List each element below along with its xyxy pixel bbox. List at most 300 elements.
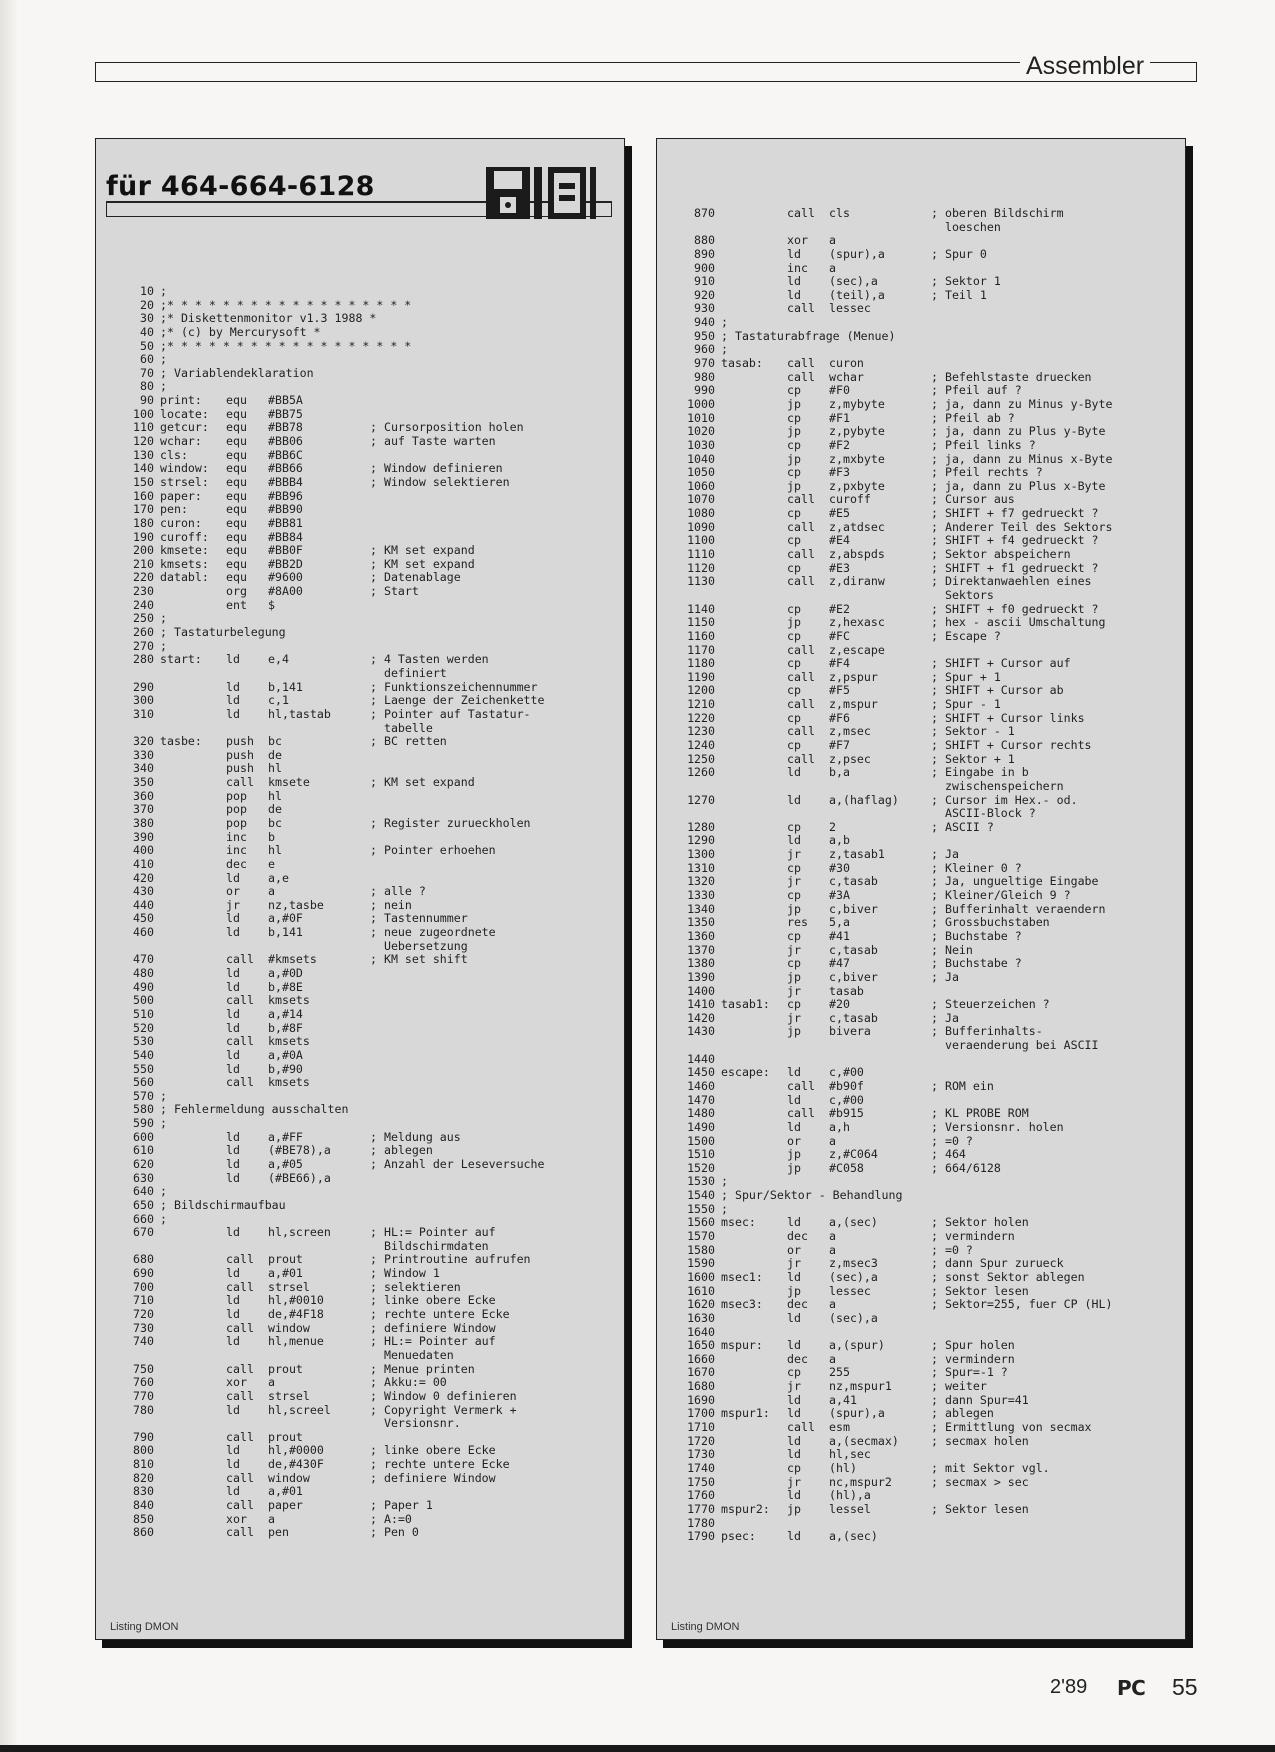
operand: hl [268,761,282,776]
code-line [679,630,1112,644]
opcode: call [226,1498,254,1513]
listing-panel-right [656,138,1186,1640]
line-number: 150 [133,474,154,489]
code-line [679,1326,1112,1340]
code-line [679,1080,1112,1094]
operand: a,(spur) [829,1338,885,1353]
operand: (sec),a [829,1310,878,1325]
comment: ; Kleiner/Gleich 9 ? [931,888,1071,903]
label: print: [160,393,202,408]
operand: a,#0D [268,966,303,981]
operand: 255 [829,1365,850,1380]
opcode: or [787,1242,801,1257]
line-number: 770 [133,1388,154,1403]
opcode: jr [787,1474,801,1489]
comment: ; Grossbuchstaben [931,915,1050,930]
line-number: 200 [133,543,154,558]
opcode: jp [787,1024,801,1039]
operand: z,pxbyte [829,478,885,493]
opcode: ld [787,1215,801,1230]
code-line [118,490,545,504]
opcode: xor [787,233,808,248]
code-line [118,1103,545,1117]
operand: a,h [829,1119,850,1134]
code-line [118,681,545,695]
operand: #30 [829,860,850,875]
opcode: equ [226,570,247,585]
line-number: 40 [140,324,154,339]
opcode: cp [787,888,801,903]
opcode: call [787,301,815,316]
code-line [679,1462,1112,1476]
line-number: 1060 [687,478,715,493]
line-number: 1750 [687,1474,715,1489]
opcode: ld [226,966,240,981]
line-number: 600 [133,1129,154,1144]
operand: #BBB4 [268,474,303,489]
operand: c,1 [268,693,289,708]
comment: ; vermindern [931,1229,1015,1244]
comment: ; 464 [931,1147,966,1162]
line-number: 1650 [687,1338,715,1353]
opcode: ld [787,765,801,780]
operand: hl [268,843,282,858]
line-number: 290 [133,679,154,694]
code-line [679,1285,1112,1299]
opcode: call [226,993,254,1008]
code-line [679,971,1112,985]
code-listing-left [118,285,545,1540]
operand: a [268,884,275,899]
label: msec1: [721,1269,763,1284]
code-line [118,1322,545,1336]
code-line [118,394,545,408]
line-number: 860 [133,1525,154,1540]
code-line [679,848,1112,862]
opcode: cp [787,628,801,643]
opcode: cp [787,737,801,752]
code-line [679,357,1112,371]
comment: ; Variablendeklaration [160,365,314,380]
operand: lessec [829,1283,871,1298]
code-line [679,589,1112,603]
opcode: call [787,1420,815,1435]
operand: 5,a [829,915,850,930]
code-line [118,1526,545,1540]
operand: hl,screel [268,1402,331,1417]
comment: ; Pointer erhoehen [370,843,496,858]
comment: ; selektieren [370,1279,461,1294]
comment: ; definiere Window [370,1320,496,1335]
operand: a,(sec) [829,1215,878,1230]
opcode: cp [787,710,801,725]
line-number: 1070 [687,492,715,507]
code-line [679,766,1112,780]
opcode: ld [226,1307,240,1322]
code-line [679,425,1112,439]
operand: #E4 [829,533,850,548]
line-number: 1580 [687,1242,715,1257]
comment: ; Ja, ungueltige Eingabe [931,874,1099,889]
line-number: 1390 [687,969,715,984]
comment: ; Pfeil rechts ? [931,465,1043,480]
line-number: 1340 [687,901,715,916]
code-line [679,1366,1112,1380]
line-number: 590 [133,1116,154,1131]
page-edge-shadow [0,0,18,1752]
code-line [679,1175,1112,1189]
line-number: 580 [133,1102,154,1117]
opcode: dec [226,856,247,871]
operand: de,#4F18 [268,1307,324,1322]
comment: Menuedaten [370,1347,454,1362]
opcode: jp [787,1160,801,1175]
code-line [679,671,1112,685]
code-line [679,1012,1112,1026]
comment: ; Kleiner 0 ? [931,860,1022,875]
operand: #C058 [829,1160,864,1175]
code-line [679,507,1112,521]
code-line [679,657,1112,671]
code-line [679,725,1112,739]
comment: ; oberen Bildschirm [931,206,1064,220]
line-number: 1560 [687,1215,715,1230]
code-line [679,330,1112,344]
label: curoff: [160,529,209,544]
comment: ; Bufferinhalts- [931,1024,1043,1039]
comment: ASCII-Block ? [931,806,1036,821]
line-number: 440 [133,897,154,912]
code-line [118,1253,545,1267]
code-line [118,1499,545,1513]
line-number: 1190 [687,669,715,684]
code-line [679,834,1112,848]
line-number: 1530 [687,1174,715,1189]
code-line [118,1267,545,1281]
line-number: 1050 [687,465,715,480]
line-number: 1730 [687,1447,715,1462]
code-line [679,466,1112,480]
opcode: equ [226,434,247,449]
line-number: 470 [133,952,154,967]
opcode: call [787,547,815,562]
code-line [679,889,1112,903]
operand: (teil),a [829,287,885,302]
opcode: cp [787,560,801,575]
opcode: jp [787,615,801,630]
comment: ; rechte untere Ecke [370,1457,510,1472]
code-line [679,275,1112,289]
comment: ; vermindern [931,1351,1015,1366]
line-number: 1630 [687,1310,715,1325]
comment: ; linke obere Ecke [370,1293,496,1308]
line-number: 10 [140,284,154,298]
opcode: jp [787,969,801,984]
code-line [118,571,545,585]
operand: bc [268,815,282,830]
comment: ; Spur holen [931,1338,1015,1353]
opcode: call [226,1361,254,1376]
listing-label-right: Listing DMON [671,1621,740,1633]
line-number: 1460 [687,1079,715,1093]
line-number: 750 [133,1361,154,1376]
line-number: 480 [133,966,154,981]
operand: z,atdsec [829,519,885,534]
code-line [679,1339,1112,1353]
operand: (sec),a [829,274,878,289]
code-line [679,1121,1112,1135]
operand: #F4 [829,656,850,671]
operand: paper [268,1498,303,1513]
opcode: call [787,206,815,220]
code-line [679,1094,1112,1108]
code-line [679,1135,1112,1149]
opcode: ld [787,1529,801,1544]
line-number: 690 [133,1266,154,1281]
listing-panel-left [95,138,625,1640]
line-number: 1570 [687,1229,715,1244]
code-listing-right [679,207,1112,1544]
operand: 2 [829,819,836,834]
comment: ; nein [370,897,412,912]
page-number: 55 [1172,1674,1198,1700]
line-number: 240 [133,597,154,612]
opcode: or [787,1133,801,1148]
operand: (#BE66),a [268,1170,331,1185]
comment: ; [160,1116,167,1131]
opcode: cp [787,997,801,1012]
code-line [679,1216,1112,1230]
operand: hl [268,788,282,803]
code-line [679,1162,1112,1176]
code-line [679,1039,1112,1053]
comment: ; Window 1 [370,1266,440,1281]
opcode: call [787,492,815,507]
comment: ; Copyright Vermerk + [370,1402,517,1417]
line-number: 1400 [687,983,715,998]
line-number: 1320 [687,874,715,889]
code-line [679,1503,1112,1517]
opcode: call [787,574,815,589]
line-number: 630 [133,1170,154,1185]
line-number: 380 [133,815,154,830]
comment: ; Sektor holen [931,1215,1029,1230]
comment: Bildschirmdaten [370,1238,489,1253]
line-number: 1030 [687,437,715,452]
operand: b,#90 [268,1061,303,1076]
code-line [679,1066,1112,1080]
code-line [118,1513,545,1527]
opcode: call [787,1079,815,1093]
opcode: ld [226,1457,240,1472]
line-number: 730 [133,1320,154,1335]
operand: kmsets [268,1075,310,1090]
operand: z,tasab1 [829,847,885,862]
line-number: 1690 [687,1392,715,1407]
code-line [118,1349,545,1363]
opcode: call [226,1388,254,1403]
code-line [118,1335,545,1349]
operand: tasab [829,983,864,998]
comment: ; rechte untere Ecke [370,1307,510,1322]
code-line [679,1025,1112,1039]
line-number: 120 [133,434,154,449]
line-number: 1100 [687,533,715,548]
code-line [679,794,1112,808]
comment: Versionsnr. [370,1416,461,1431]
code-line [118,367,545,381]
opcode: or [226,884,240,899]
code-line [118,340,545,354]
line-number: 660 [133,1211,154,1226]
line-number: 1090 [687,519,715,534]
line-number: 910 [694,274,715,289]
code-line [679,603,1112,617]
code-line [679,234,1112,248]
code-line [118,353,545,367]
line-number: 460 [133,925,154,940]
code-line [118,503,545,517]
operand: z,mspur [829,697,878,712]
operand: a,#0A [268,1047,303,1062]
opcode: cp [787,928,801,943]
opcode: cp [787,506,801,521]
operand: a,#01 [268,1266,303,1281]
label: tasbe: [160,734,202,749]
comment: ; ja, dann zu Plus x-Byte [931,478,1106,493]
code-line [679,289,1112,303]
comment: ; Laenge der Zeichenkette [370,693,545,708]
code-line [679,1257,1112,1271]
opcode: call [787,697,815,712]
operand: c,#00 [829,1065,864,1080]
line-number: 1170 [687,642,715,657]
operand: #BB81 [268,515,303,530]
line-number: 400 [133,843,154,858]
line-number: 220 [133,570,154,585]
comment: ; Sektor lesen [931,1283,1029,1298]
comment: ; Sektor 1 [931,274,1001,289]
line-number: 840 [133,1498,154,1513]
label: locate: [160,406,209,421]
comment: ; Cursorposition holen [370,420,524,435]
comment: ; Pointer auf Tastatur- [370,706,531,721]
opcode: ld [787,1392,801,1407]
line-number: 130 [133,447,154,462]
code-line [118,1458,545,1472]
line-number: 1160 [687,628,715,643]
opcode: call [226,1252,254,1267]
comment: ; secmax > sec [931,1474,1029,1489]
operand: #b915 [829,1106,864,1121]
code-line [679,534,1112,548]
comment: ; A:=0 [370,1511,412,1526]
code-line [118,1022,545,1036]
comment: definiert [370,665,447,680]
opcode: push [226,761,254,776]
label: wchar: [160,434,202,449]
operand: de [268,802,282,817]
comment: ; Buchstabe ? [931,956,1022,971]
opcode: xor [226,1375,247,1390]
comment: ; Ja [931,847,959,862]
operand: a,#01 [268,1484,303,1499]
opcode: jp [787,901,801,916]
operand: kmsets [268,1034,310,1049]
opcode: inc [226,843,247,858]
code-line [679,875,1112,889]
line-number: 350 [133,775,154,790]
code-line [118,872,545,886]
comment: ; [160,638,167,653]
comment: ; Escape ? [931,628,1001,643]
operand: bc [268,734,282,749]
code-line [118,749,545,763]
line-number: 1500 [687,1133,715,1148]
operand: a,(haflag) [829,792,899,807]
comment: ; Ermittlung von secmax [931,1420,1092,1435]
line-number: 1440 [687,1051,715,1066]
code-line [118,803,545,817]
code-line [118,312,545,326]
code-line [679,302,1112,316]
line-number: 710 [133,1293,154,1308]
section-title: Assembler [1020,52,1150,81]
code-line [118,640,545,654]
opcode: ld [787,1269,801,1284]
code-line [118,544,545,558]
code-line [679,248,1112,262]
comment: ; Nein [931,942,973,957]
code-line [118,722,545,736]
line-number: 1510 [687,1147,715,1162]
label: strsel: [160,474,209,489]
comment: ; [160,352,167,367]
operand: z,diranw [829,574,885,589]
opcode: jr [226,897,240,912]
code-line [679,207,1112,221]
code-line [679,575,1112,589]
line-number: 1230 [687,724,715,739]
line-number: 1680 [687,1379,715,1394]
code-line [118,626,545,640]
code-line [118,912,545,926]
comment: ; Sektor=255, fuer CP (HL) [931,1297,1113,1312]
code-line [118,380,545,394]
line-number: 1310 [687,860,715,875]
opcode: ld [787,1065,801,1080]
comment: ; Window selektieren [370,474,510,489]
operand: b,#8F [268,1020,303,1035]
operand: z,pspur [829,669,878,684]
code-line [679,453,1112,467]
opcode: ld [787,246,801,261]
opcode: ld [226,1293,240,1308]
comment: ; BC retten [370,734,447,749]
opcode: ent [226,597,247,612]
operand: c,biver [829,901,878,916]
operand: hl,tastab [268,706,331,721]
code-line [118,817,545,831]
operand: a,#0F [268,911,303,926]
line-number: 30 [140,311,154,326]
line-number: 1710 [687,1420,715,1435]
line-number: 970 [694,356,715,371]
line-number: 1540 [687,1188,715,1203]
comment: ; Ja [931,969,959,984]
line-number: 1380 [687,956,715,971]
comment: veraenderung bei ASCII [931,1038,1099,1053]
